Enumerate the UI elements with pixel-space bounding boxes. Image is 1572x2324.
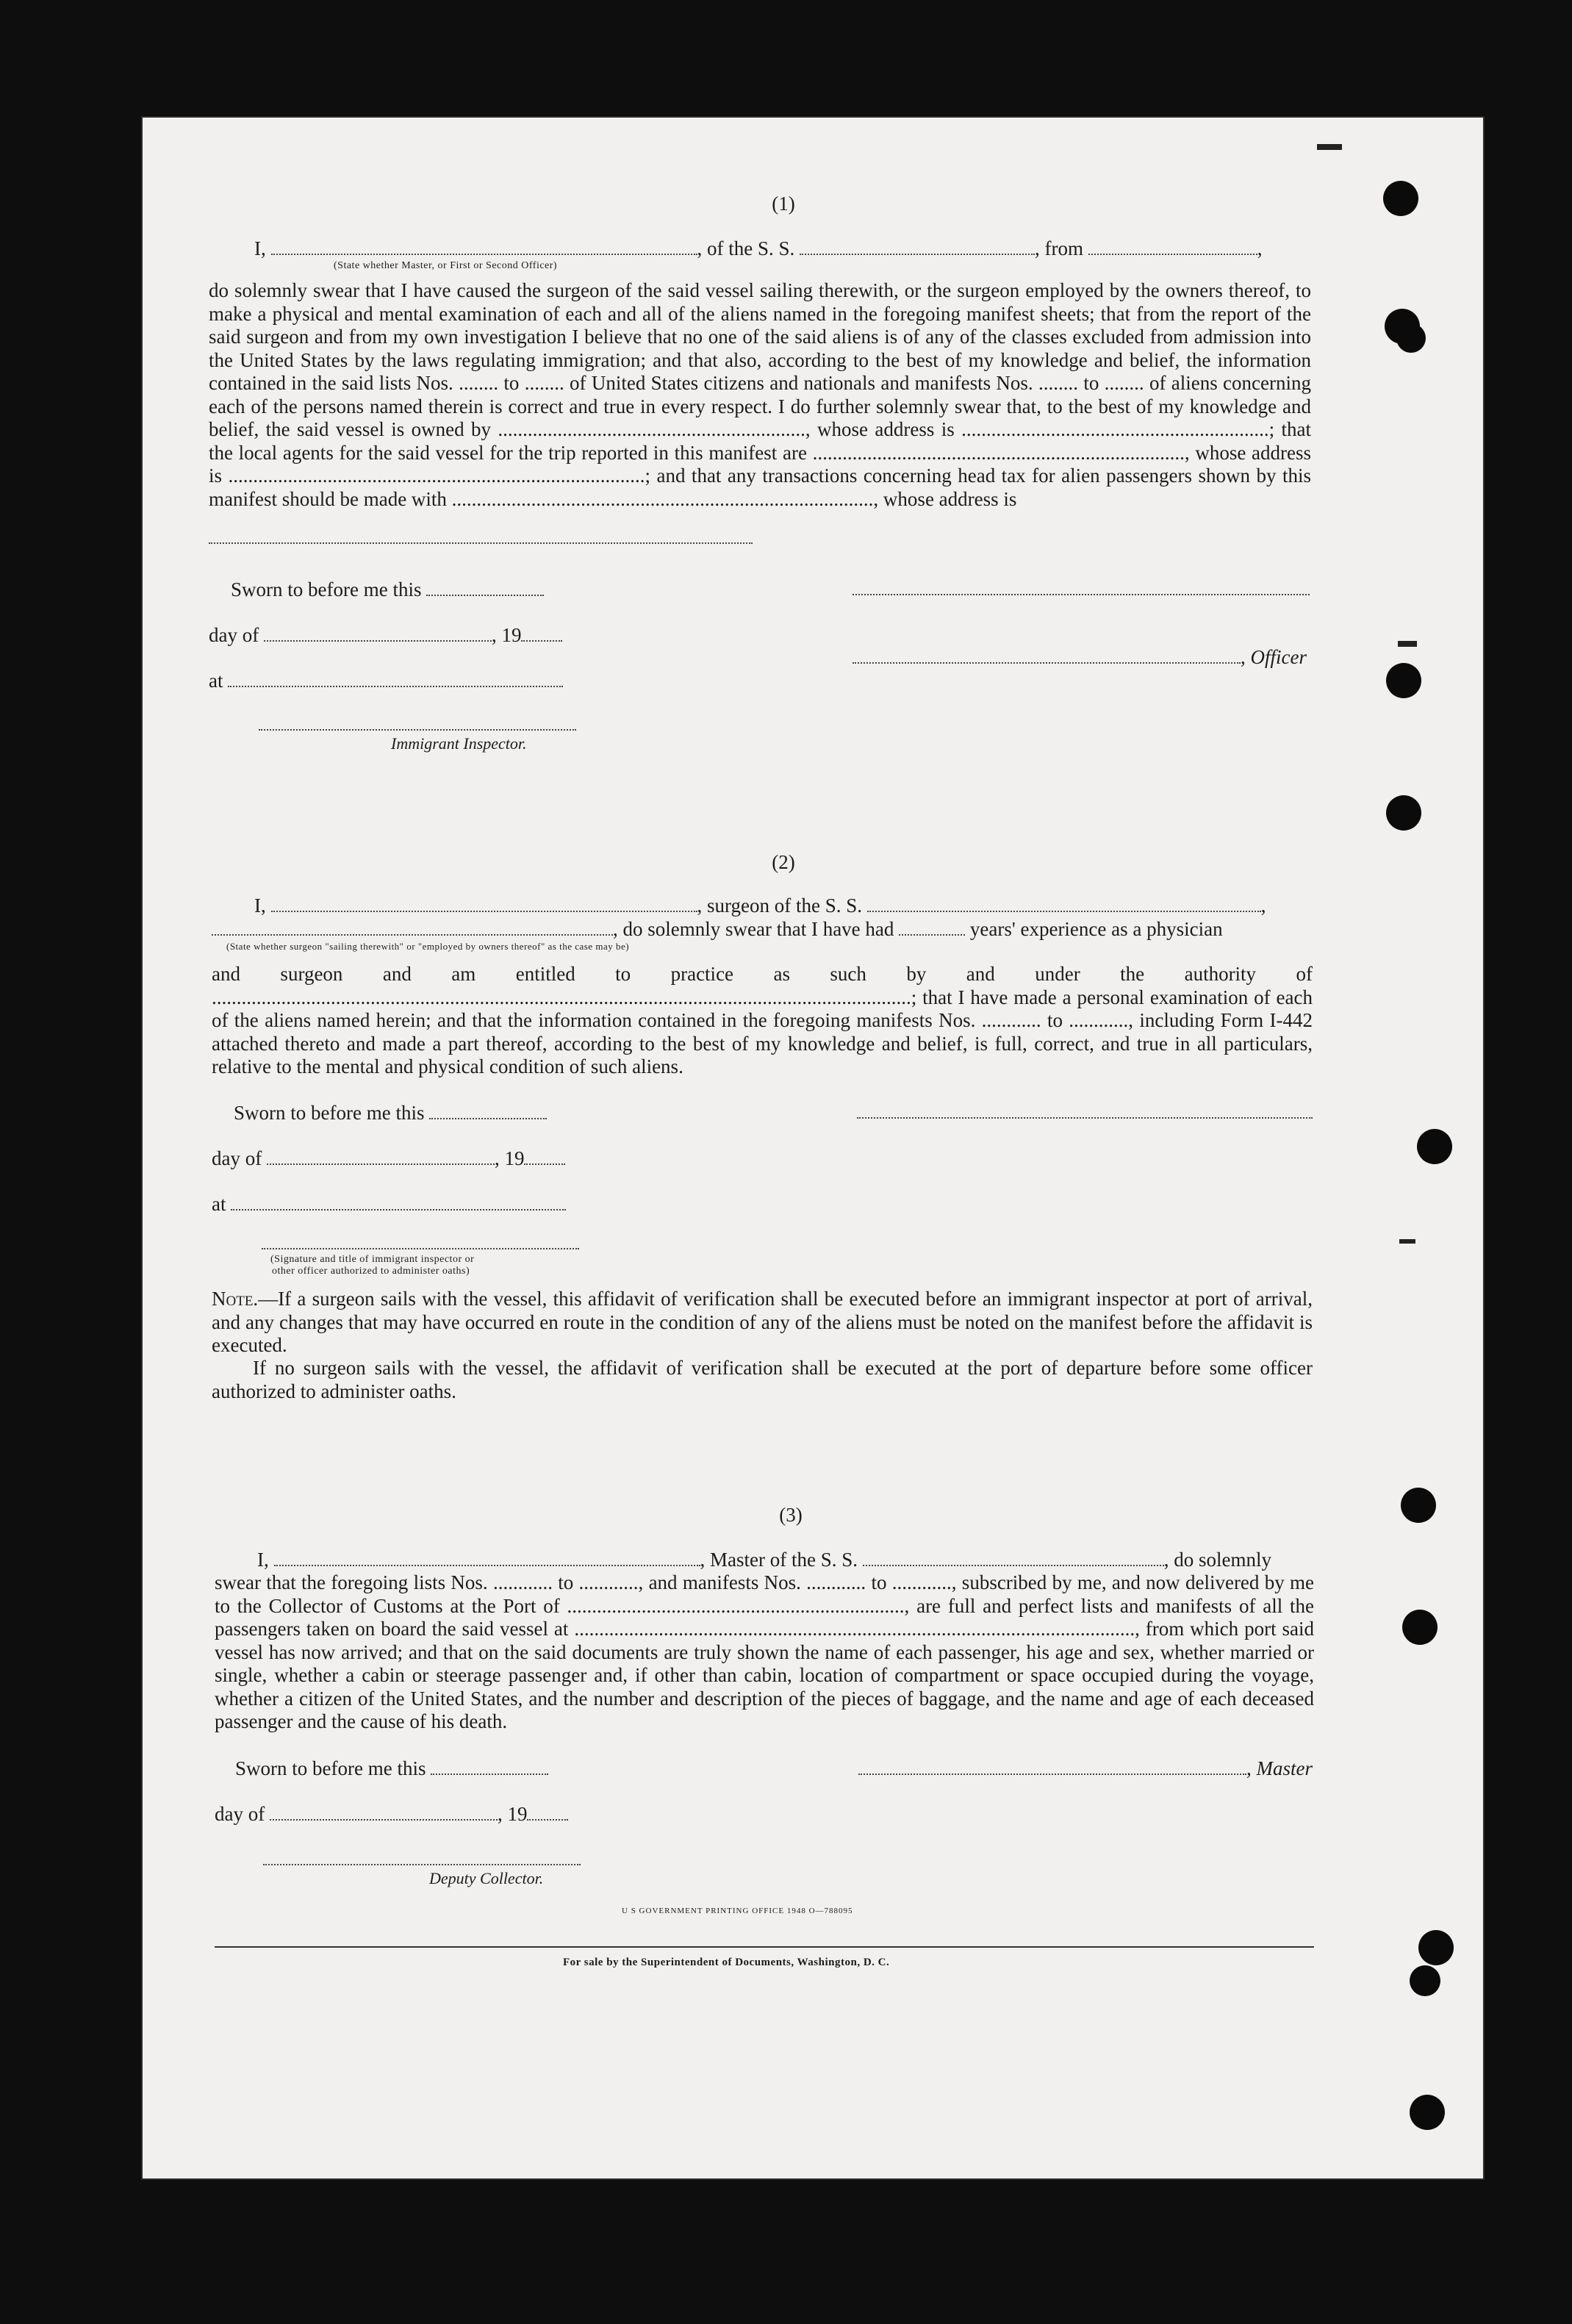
section-1-at-row [209,669,563,692]
master-row [858,1757,1313,1780]
at-place-blank[interactable] [228,671,563,687]
surgeon-of-ss-label: , surgeon of the S. S. [697,894,863,917]
section-2-day-row [212,1147,565,1170]
swear-label: , do solemnly swear that I have had [613,918,894,940]
day-blank[interactable] [264,625,492,642]
printing-office-line: U S GOVERNMENT PRINTING OFFICE 1948 O—788095 [622,1907,853,1915]
year-blank[interactable] [524,1149,565,1165]
sworn-label: Sworn to before me this [235,1757,426,1779]
i-label: I, [257,1549,269,1571]
deputy-signature-line[interactable] [263,1864,581,1865]
section-2-number: (2) [772,851,795,873]
surgeon-signature-line[interactable] [857,1117,1313,1119]
address-blank[interactable] [209,542,753,544]
section-2-at-row [212,1192,566,1216]
surgeon-status-blank[interactable] [212,919,613,936]
note-paragraph [212,1288,1313,1358]
note-label: Note. [212,1288,259,1310]
footer-rule [215,1946,1314,1948]
section-2-sworn-row [234,1101,547,1125]
sworn-label: Sworn to before me this [234,1102,425,1124]
section-2-body: and surgeon and am entitled to practice as such by and under the authority of .............................................................................................................................................; that I have made a personal examination of each of the aliens named herein; and that the information contained in the foregoing manifests Nos. ............ to ............, including Form I-442 attached thereto and made a part thereof, according to the best of my knowledge and belief, is full, correct, and true in all particulars, relative to the mental and physical condition of such aliens. [212,963,1313,1077]
master-name-blank[interactable] [274,1550,700,1566]
year-blank[interactable] [521,625,562,642]
surgeon-name-blank[interactable] [271,896,697,912]
sworn-date-blank[interactable] [426,580,544,596]
officer-label: , Officer [1241,646,1307,668]
section-3-number: (3) [779,1504,803,1526]
section-1-day-row [209,623,562,647]
day-of-label: day of [209,624,259,646]
note-paragraph-2: If no surgeon sails with the vessel, the affidavit of verification shall be executed at the port of departure before some officer authorized to administer oaths. [212,1357,1313,1402]
year-blank[interactable] [527,1804,568,1821]
year-label: , 19 [497,1803,528,1825]
master-of-ss-label: , Master of the S. S. [700,1549,858,1571]
section-3-day-row [215,1802,568,1826]
day-of-label: day of [215,1803,265,1825]
day-of-label: day of [212,1147,262,1169]
signature-note-1: (Signature and title of immigrant inspector or [270,1254,475,1265]
section-3-sworn-row [235,1757,548,1780]
master-name-blank[interactable] [271,239,697,255]
master-label: , Master [1246,1757,1313,1779]
officer-signature-line[interactable] [262,1248,579,1249]
day-blank[interactable] [267,1149,495,1165]
for-sale-line: For sale by the Superintendent of Documents, Washington, D. C. [563,1957,890,1968]
i-label: I, [254,894,266,917]
ship-name-blank[interactable] [863,1550,1164,1566]
section-1-body: do solemnly swear that I have caused the surgeon of the said vessel sailing therewith, or the surgeon employed by the owners thereof, to make a physical and mental examination of each and all of the aliens named in the foregoing manifest sheets; that from the report of the said surgeon and from my own investigation I believe that no one of the said aliens is of any of the classes excluded from admission into the United States by the laws regulating immigration; and that also, according to the best of my knowledge and belief, the information contained in the said lists Nos. ........ to ........ of United States citizens and nationals and manifests Nos. ........ to ........ of aliens concerning each of the persons named therein is correct and true in every respect. I do further solemnly swear that, to the best of my knowledge and belief, the said vessel is owned by .............................................................., whose address is ..............................................................; that the local agents for the said vessel for the trip reported in this manifest are ..........................................................................., whose address is ....................................................................................; and that any transactions concerning head tax for alien passengers shown by this manifest should be made with ....................................................................................., whose address is [209,279,1311,510]
of-ss-label: , of the S. S. [697,237,795,259]
section-1-sworn-row [231,578,544,601]
day-blank[interactable] [270,1804,498,1821]
sworn-date-blank[interactable] [431,1759,548,1775]
sworn-date-blank[interactable] [429,1103,547,1119]
officer-row [853,645,1307,669]
section-3-line-1 [257,1548,1271,1571]
from-label: , from [1035,237,1083,259]
year-label: , 19 [494,1147,525,1169]
signature-note-2: other officer authorized to administer oaths) [272,1266,470,1277]
section-2-line-1 [254,894,1266,917]
do-solemnly-label: , do solemnly [1163,1549,1271,1571]
at-label: at [209,670,223,692]
document-page [141,116,1485,2180]
from-port-blank[interactable] [1088,239,1257,255]
ship-name-blank[interactable] [800,239,1035,255]
note-text: —If a surgeon sails with the vessel, this affidavit of verification shall be executed before an immigrant inspector at port of arrival, and any changes that may have occurred en route in the condition of any of the aliens must be noted on the manifest before the affidavit is executed. [212,1288,1313,1356]
years-label: years' experience as a physician [969,918,1223,940]
officer-signature-blank[interactable] [853,648,1241,664]
year-label: , 19 [491,624,522,646]
section-1-line-1 [254,237,1454,260]
master-signature-line[interactable] [853,594,1310,595]
deputy-label: Deputy Collector. [429,1869,544,1887]
master-title-note: (State whether Master, or First or Second Officer) [334,260,558,271]
section-2-line-2 [212,917,1223,941]
i-label: I, [254,237,266,259]
sworn-label: Sworn to before me this [231,578,422,600]
surgeon-status-note: (State whether surgeon "sailing therewith" or "employed by owners thereof" as the case may be) [226,941,630,952]
ship-name-blank[interactable] [867,896,1261,912]
at-place-blank[interactable] [231,1194,566,1211]
master-signature-blank[interactable] [858,1759,1246,1775]
comma: , [1257,237,1263,259]
comma: , [1260,894,1266,917]
section-1-number: (1) [772,193,795,215]
inspector-label: Immigrant Inspector. [391,734,527,753]
years-blank[interactable] [899,919,965,936]
section-3-body: swear that the foregoing lists Nos. ............ to ............, and manifests Nos. ............ to ............, subscribed by me, and now delivered by me to the Collector of Customs at the Port of ...................................................................., are full and perfect lists and manifests of all the passengers taken on board the said vessel at ................................................................................................................., from which port said vessel has now arrived; and that on the said documents are truly shown the name of each passenger, his age and sex, whether married or single, whether a cabin or steerage passenger and, if other than cabin, location of compartment or space occupied during the voyage, whether a citizen of the United States, and the number and description of the pieces of baggage, and the name and age of each deceased passenger and the cause of his death. [215,1571,1314,1732]
at-label: at [212,1193,226,1215]
inspector-signature-line[interactable] [259,729,576,731]
